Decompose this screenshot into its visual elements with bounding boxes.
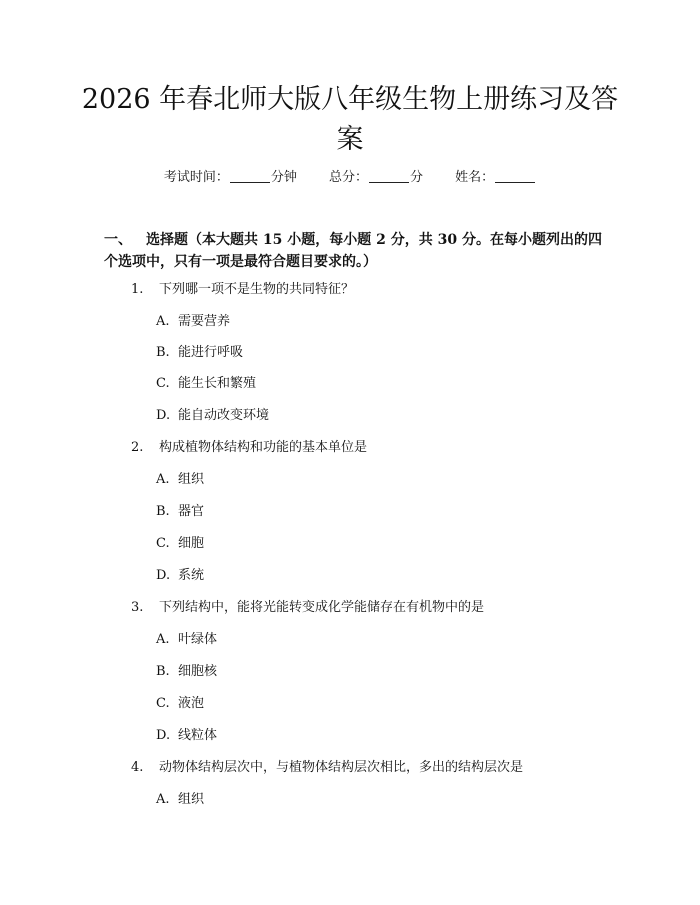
option-text: 液泡: [178, 696, 205, 711]
option-text: 系统: [178, 568, 205, 583]
question-item: [131, 598, 484, 618]
total-score-unit: 分: [410, 170, 424, 185]
option-item: [156, 534, 204, 554]
question-number: 3.: [131, 600, 144, 615]
exam-time-unit: 分钟: [270, 170, 297, 185]
option-letter: A.: [156, 314, 170, 329]
option-letter: C.: [156, 696, 170, 711]
option-text: 叶绿体: [178, 632, 218, 647]
question-text: 构成植物体结构和功能的基本单位是: [159, 440, 368, 455]
name-field: [455, 168, 536, 188]
option-item: [156, 374, 256, 394]
document-title: 2026 年春北师大版八年级生物上册练习及答案: [81, 84, 619, 155]
question-number: 1.: [131, 282, 144, 297]
option-letter: C.: [156, 536, 170, 551]
total-score-blank: [369, 168, 409, 183]
option-text: 细胞: [178, 536, 205, 551]
option-text: 能生长和繁殖: [178, 376, 257, 391]
exam-time-field: [164, 168, 297, 188]
option-item: [156, 566, 204, 586]
name-blank: [495, 168, 535, 183]
section-heading: [104, 229, 602, 273]
question-text: 动物体结构层次中，与植物体结构层次相比，多出的结构层次是: [159, 760, 524, 775]
option-text: 组织: [178, 792, 205, 807]
exam-info-line: [0, 168, 700, 188]
option-item: [156, 790, 204, 810]
option-text: 能自动改变环境: [178, 408, 270, 423]
option-letter: A.: [156, 632, 170, 647]
option-letter: A.: [156, 792, 170, 807]
exam-time-blank: [230, 168, 270, 183]
total-score-field: [329, 168, 423, 188]
question-item: [131, 758, 523, 778]
question-text: 下列哪一项不是生物的共同特征？: [159, 282, 355, 297]
option-item: [156, 726, 217, 746]
option-letter: B.: [156, 504, 170, 519]
option-item: [156, 406, 269, 426]
name-label: 姓名：: [455, 170, 495, 185]
total-score-label: 总分：: [328, 170, 368, 185]
option-letter: D.: [156, 408, 171, 423]
option-item: [156, 502, 204, 522]
option-text: 需要营养: [178, 314, 231, 329]
option-text: 细胞核: [178, 664, 218, 679]
section-heading-text: 选择题（本大题共 15 小题，每小题 2 分，共 30 分。在每小题列出的四个选项中，只有一项是最符合题目要求的。）: [104, 232, 602, 270]
question-number: 2.: [131, 440, 144, 455]
option-letter: D.: [156, 728, 171, 743]
option-text: 线粒体: [178, 728, 218, 743]
option-item: [156, 343, 243, 363]
option-text: 能进行呼吸: [178, 345, 244, 360]
option-letter: A.: [156, 472, 170, 487]
option-letter: D.: [156, 568, 171, 583]
exam-time-label: 考试时间：: [163, 170, 229, 185]
question-item: [131, 438, 367, 458]
question-number: 4.: [131, 760, 144, 775]
option-letter: C.: [156, 376, 170, 391]
option-item: [156, 694, 204, 714]
option-text: 器官: [178, 504, 205, 519]
question-item: [131, 280, 354, 300]
section-number: 一、: [104, 232, 132, 248]
option-item: [156, 470, 204, 490]
option-item: [156, 312, 230, 332]
question-text: 下列结构中，能将光能转变成化学能储存在有机物中的是: [159, 600, 485, 615]
option-item: [156, 662, 217, 682]
option-text: 组织: [178, 472, 205, 487]
option-letter: B.: [156, 345, 170, 360]
option-item: [156, 630, 217, 650]
option-letter: B.: [156, 664, 170, 679]
